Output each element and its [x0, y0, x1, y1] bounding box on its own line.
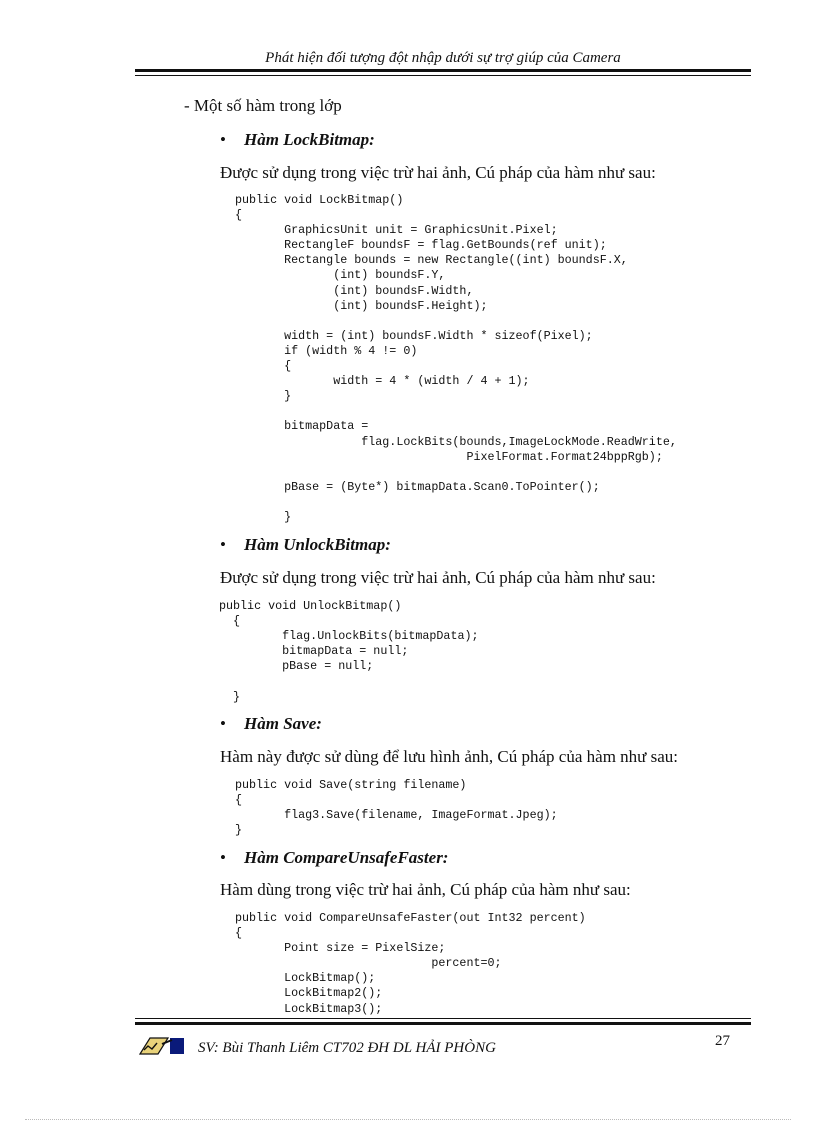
header-rule-thick	[135, 69, 751, 72]
function-name: Hàm LockBitmap:	[244, 130, 375, 149]
bullet-dot: •	[220, 130, 226, 149]
footer-rule-thin	[135, 1018, 751, 1019]
section-heading-unlockbitmap	[220, 535, 391, 555]
page-bottom-divider	[25, 1119, 791, 1120]
section-heading-save	[220, 714, 322, 734]
header-title: Phát hiện đối tượng đột nhập dưới sự trợ giúp của Camera	[265, 50, 621, 66]
page-number: 27	[715, 1033, 730, 1049]
section-description: Hàm dùng trong việc trừ hai ảnh, Cú pháp của hàm như sau:	[220, 880, 631, 899]
section-description: Được sử dụng trong việc trừ hai ảnh, Cú pháp của hàm như sau:	[220, 568, 656, 587]
header-rule-thin	[135, 75, 751, 76]
function-name: Hàm CompareUnsafeFaster:	[244, 848, 449, 867]
bullet-dot: •	[220, 714, 226, 733]
code-block-lockbitmap: public void LockBitmap() { GraphicsUnit unit = GraphicsUnit.Pixel; RectangleF boundsF = flag.GetBounds(ref unit); Rectangle bounds = new Rectangle((int) boundsF.X, (int) boundsF.Y, (int) boundsF.Width, (int) boundsF.Height); width = (int) boundsF.Width * sizeof(Pixel); if (width % 4 != 0) { width = 4 * (width / 4 + 1); } bitmapData = flag.LockBits(bounds,ImageLockMode.ReadWrite, PixelFormat.Format24bppRgb); pBase = (Byte*) bitmapData.Scan0.ToPointer(); }	[235, 193, 677, 524]
section-description: Hàm này được sử dùng để lưu hình ảnh, Cú pháp của hàm như sau:	[220, 747, 679, 766]
code-block-compareunsafefaster: public void CompareUnsafeFaster(out Int32 percent) { Point size = PixelSize; percent=0; LockBitmap(); LockBitmap2(); LockBitmap3();	[235, 911, 586, 1016]
section-heading-compareunsafefaster	[220, 848, 448, 868]
code-block-save: public void Save(string filename) { flag3.Save(filename, ImageFormat.Jpeg); }	[235, 778, 558, 838]
intro-line: - Một số hàm trong lớp	[184, 96, 342, 115]
bullet-dot: •	[220, 848, 226, 867]
section-heading-lockbitmap	[220, 130, 375, 150]
bullet-dot: •	[220, 535, 226, 554]
footer-rule-thick	[135, 1022, 751, 1025]
footer-student-info: SV: Bùi Thanh Liêm CT702 ĐH DL HẢI PHÒNG	[198, 1040, 496, 1056]
function-name: Hàm UnlockBitmap:	[244, 535, 391, 554]
pen-writing-icon	[138, 1034, 186, 1056]
section-description: Được sử dụng trong việc trừ hai ảnh, Cú pháp của hàm như sau:	[220, 163, 656, 182]
function-name: Hàm Save:	[244, 714, 322, 733]
code-block-unlockbitmap: public void UnlockBitmap() { flag.UnlockBits(bitmapData); bitmapData = null; pBase = null; }	[219, 599, 479, 704]
